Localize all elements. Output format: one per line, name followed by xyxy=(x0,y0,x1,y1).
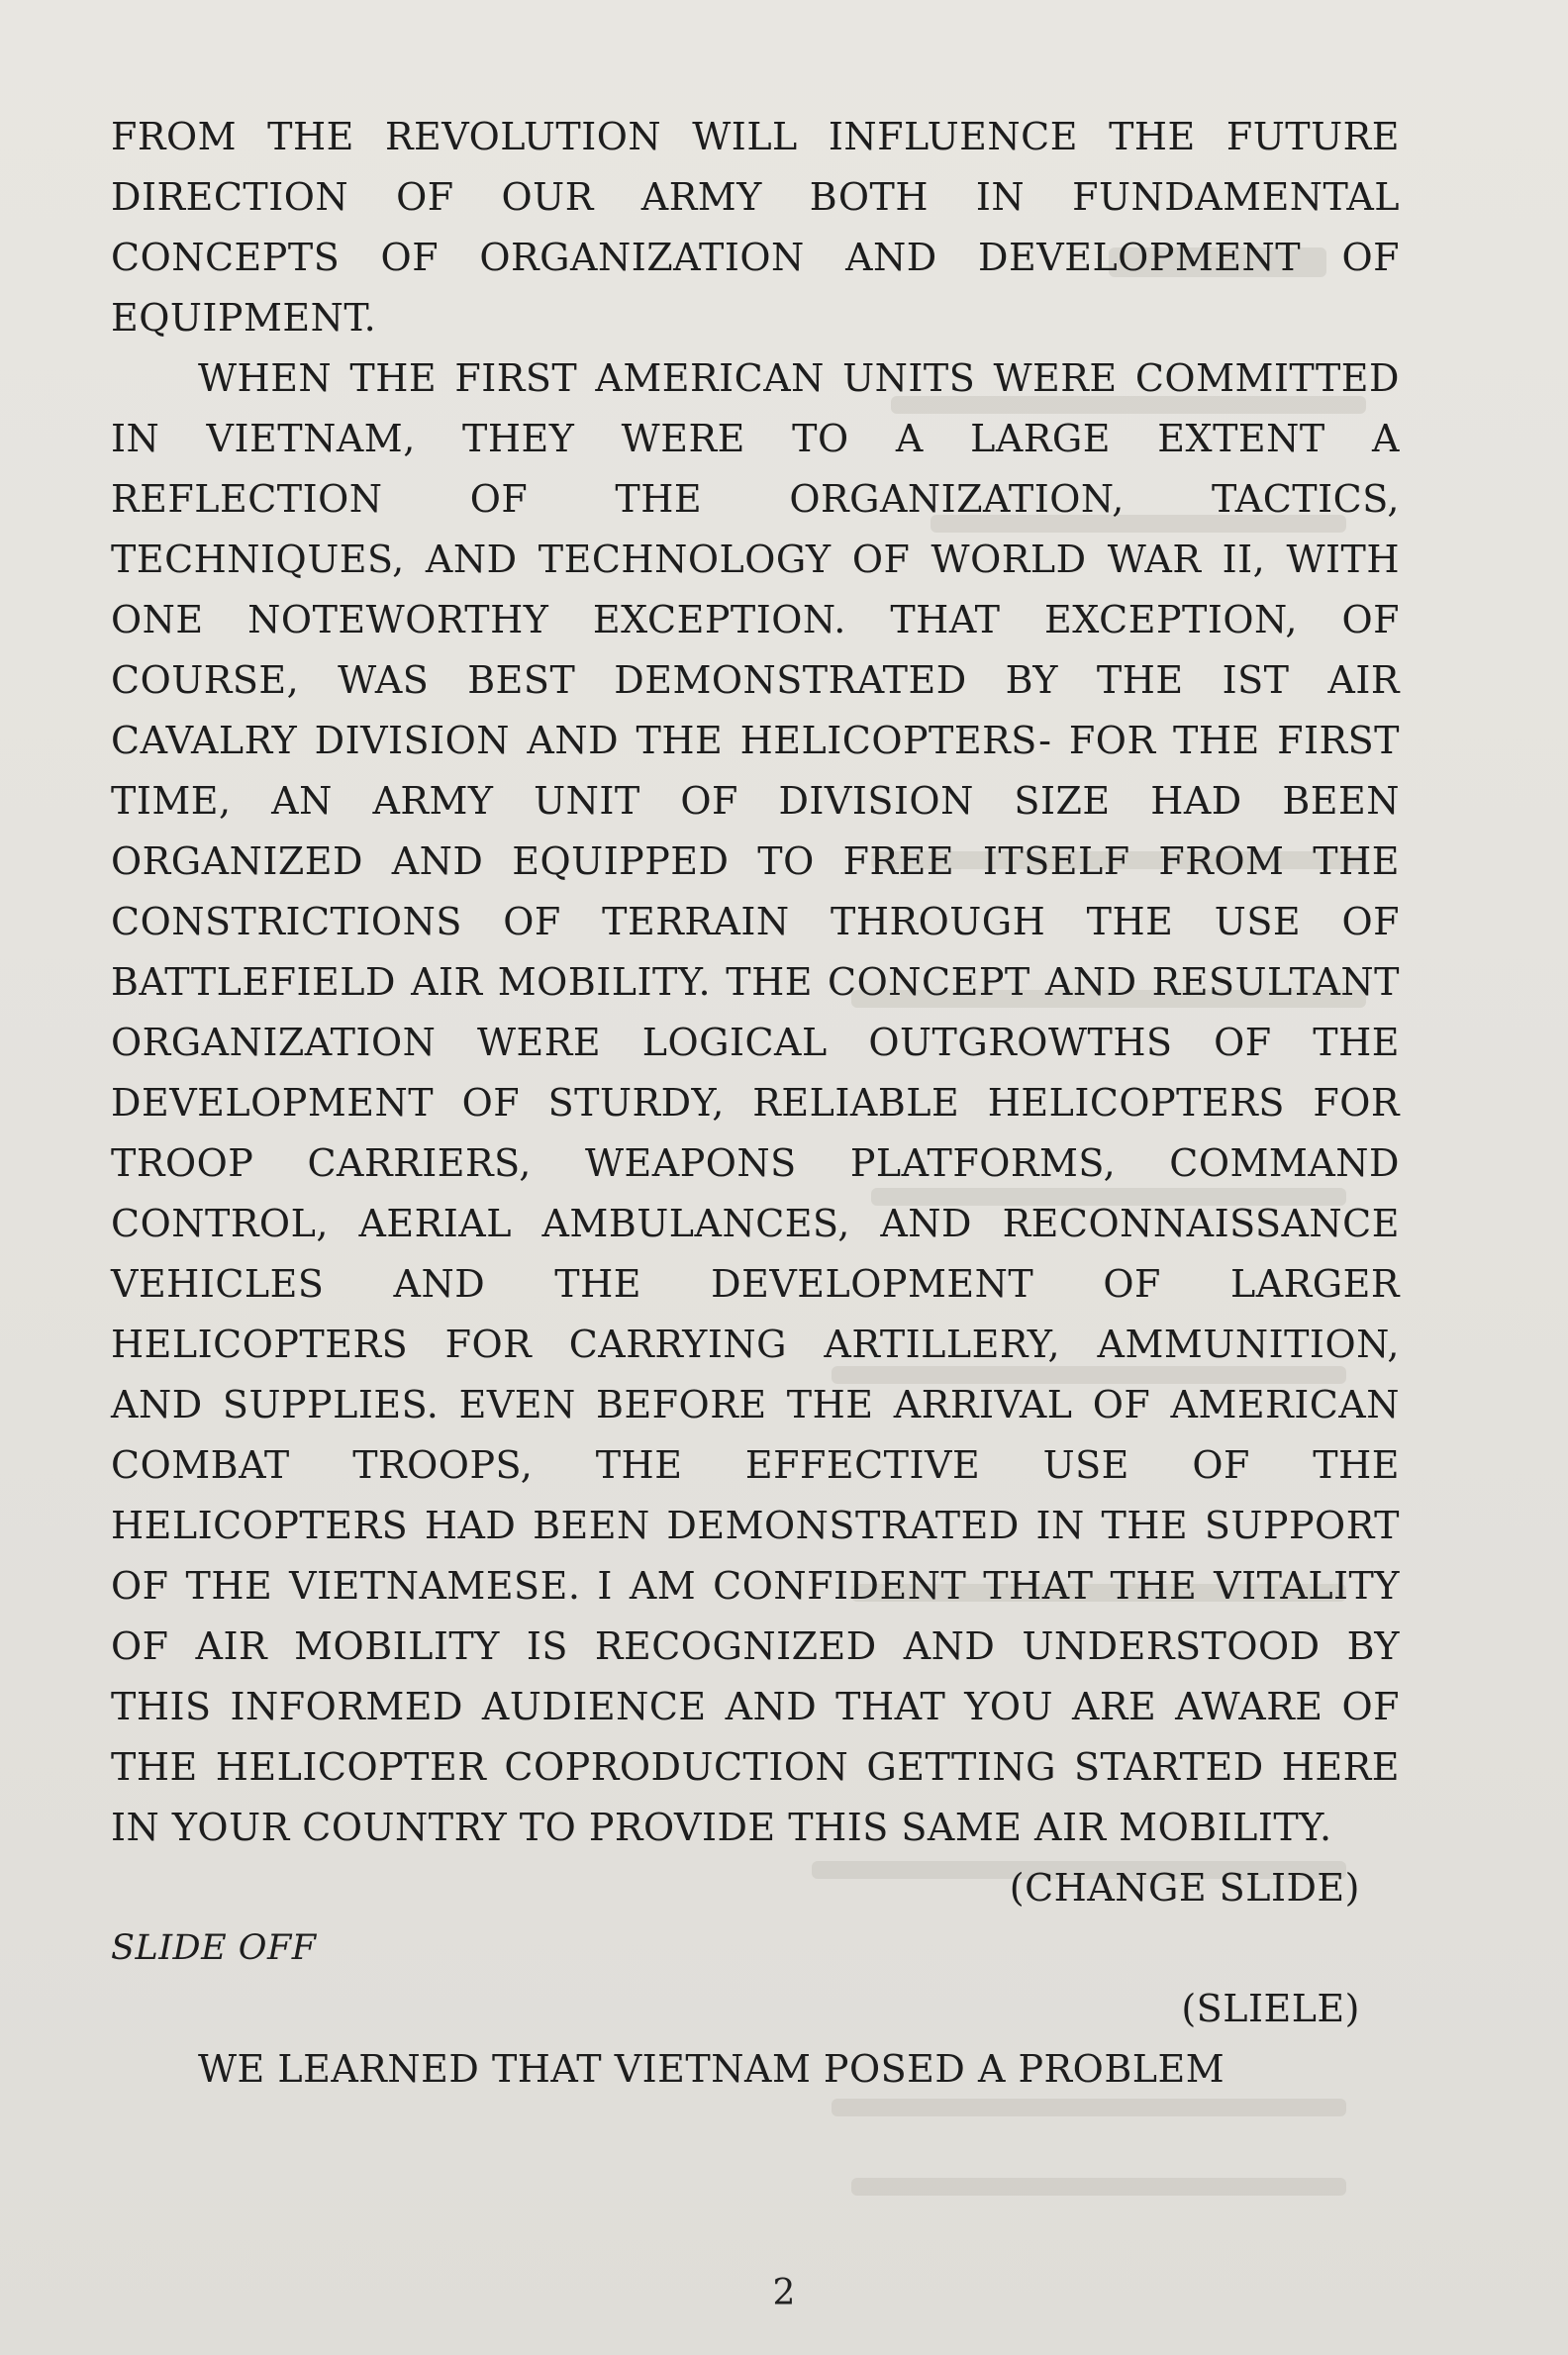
sliele-note: (SLIELE) xyxy=(1181,1987,1360,2030)
body-text xyxy=(111,107,1400,2100)
change-slide-note: (CHANGE SLIDE) xyxy=(1009,1866,1360,1910)
slide-off-note: SLIDE OFF xyxy=(111,1928,317,1968)
paragraph-2: WHEN THE FIRST AMERICAN UNITS WERE COMMITTED IN VIETNAM, THEY WERE TO A LARGE EXTENT A REFLECTION OF THE ORGANIZATION, TACTICS, TECHNIQUES, AND TECHNOLOGY OF WORLD WAR II, WITH ONE NOTEWORTHY EXCEPTION. THAT EXCEPTION, OF COURSE, WAS BEST DEMONSTRATED BY THE IST AIR CAVALRY DIVISION AND THE HELICOPTERS- FOR THE FIRST TIME, AN ARMY UNIT OF DIVISION SIZE HAD BEEN ORGANIZED AND EQUIPPED TO FREE ITSELF FROM THE CONSTRICTIONS OF TERRAIN THROUGH THE USE OF BATTLEFIELD AIR MOBILITY. THE CONCEPT AND RESULTANT ORGANIZATION WERE LOGICAL OUTGROWTHS OF THE DEVELOPMENT OF STURDY, RELIABLE HELICOPTERS FOR TROOP CARRIERS, WEAPONS PLATFORMS, COMMAND CONTROL, AERIAL AMBULANCES, AND RECONNAISSANCE VEHICLES AND THE DEVELOPMENT OF LARGER HELICOPTERS FOR CARRYING ARTILLERY, AMMUNITION, AND SUPPLIES. EVEN BEFORE THE ARRIVAL OF AMERICAN COMBAT TROOPS, THE EFFECTIVE USE OF THE HELICOPTERS HAD BEEN DEMONSTRATED IN THE SUPPORT OF THE VIETNAMESE. I AM CONFIDENT THAT THE VITALITY OF AIR MOBILITY IS RECOGNIZED AND UNDERSTOOD BY THIS INFORMED AUDIENCE AND THAT YOU ARE AWARE OF THE HELICOPTER COPRODUCTION GETTING STARTED HERE IN YOUR COUNTRY TO PROVIDE THIS SAME AIR MOBILITY. xyxy=(111,356,1400,1849)
paragraph-1: FROM THE REVOLUTION WILL INFLUENCE THE FUTURE DIRECTION OF OUR ARMY BOTH IN FUNDAMENTAL CONCEPTS OF ORGANIZATION AND DEVELOPMENT OF EQUIPMENT. xyxy=(111,115,1400,340)
page-number: 2 xyxy=(772,2273,796,2313)
paragraph-3: WE LEARNED THAT VIETNAM POSED A PROBLEM xyxy=(198,2047,1225,2091)
